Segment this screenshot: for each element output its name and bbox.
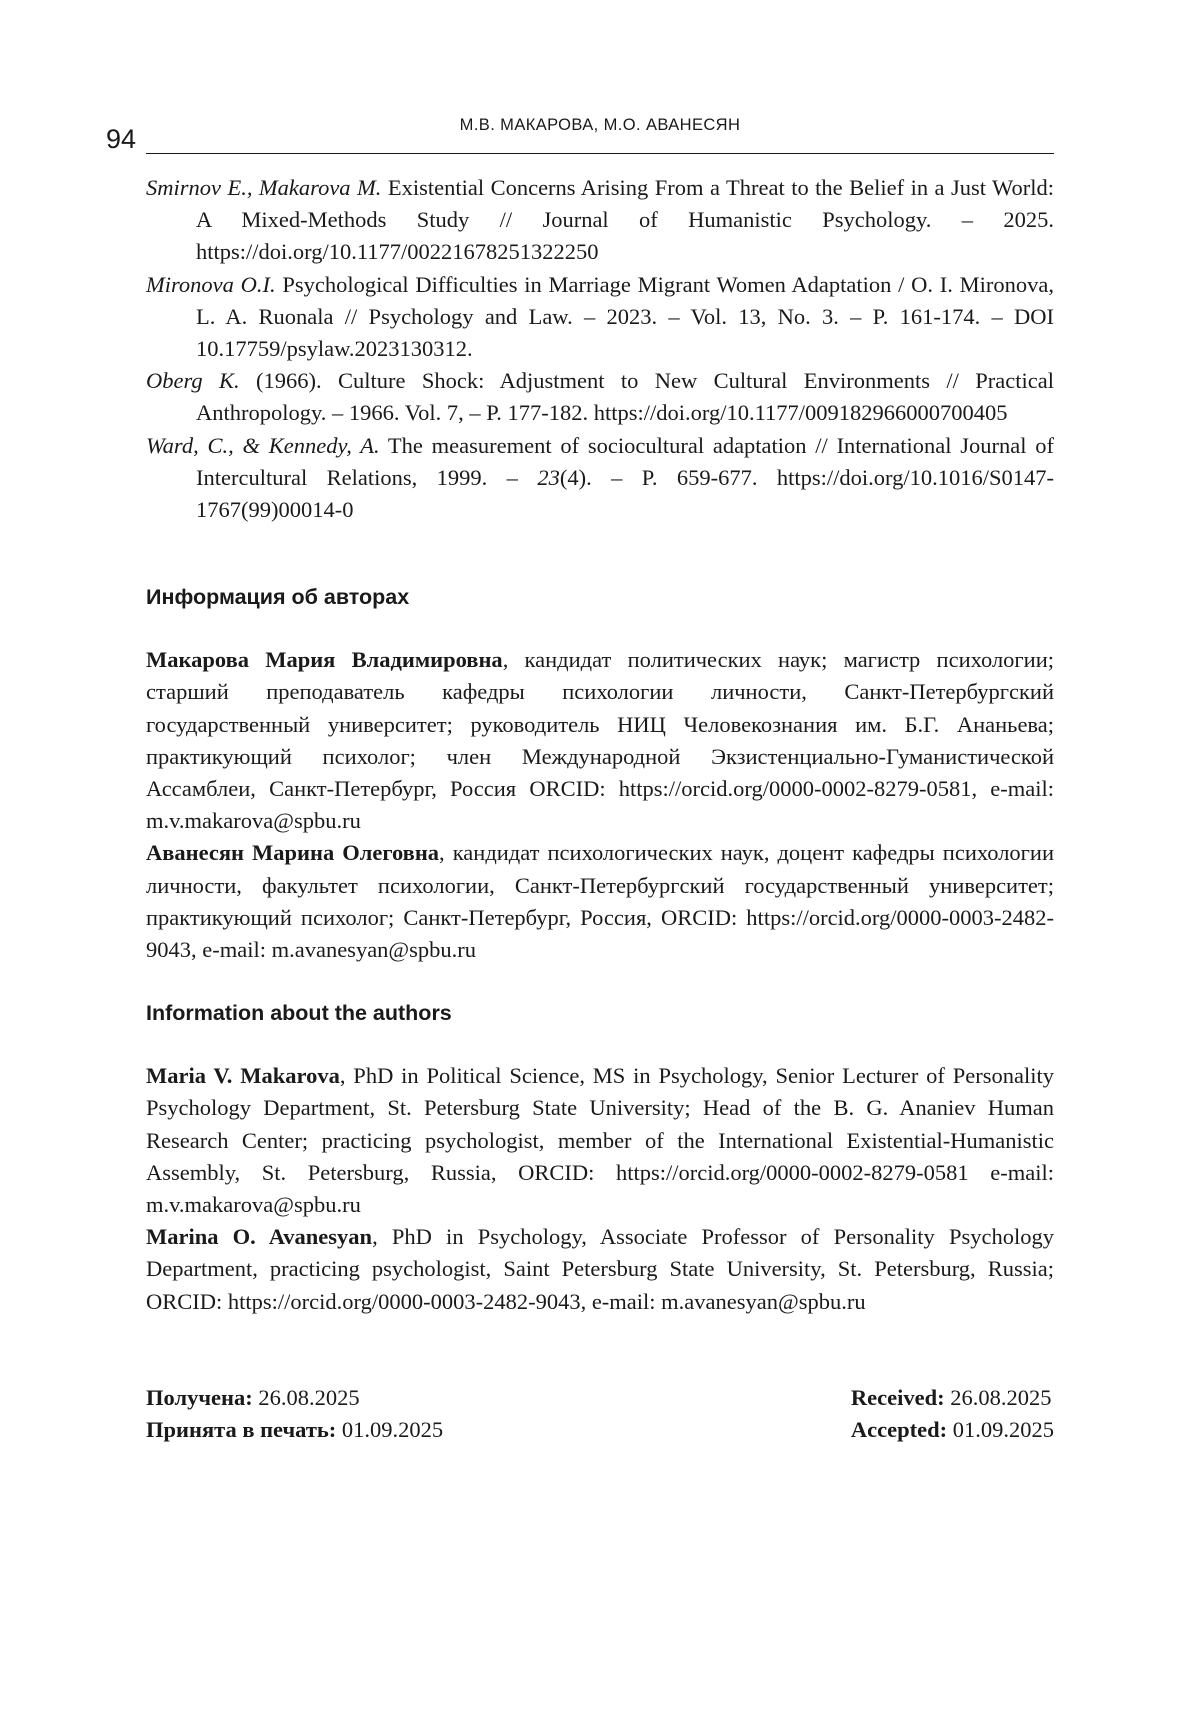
reference-text: (4). – P. 659-677. https://doi.org/10.1016/S0147-1767(99)00014-0 <box>196 464 1055 523</box>
author-entry-en <box>146 1221 1054 1318</box>
reference-authors: Oberg K. <box>146 368 240 394</box>
received-label: Received: <box>850 1384 945 1410</box>
author-entry-ru <box>146 837 1054 966</box>
author-description: , кандидат психологических наук, доцент кафедры психологии личности, факультет психологии, Санкт-Петербургский государственный университет; практикующий психолог; Санкт-Петербург, Россия, ORCID: https://orcid.org/0000-0003-2482-9043, e-mail: m.avanesyan@spbu.ru <box>146 840 1054 963</box>
authors-info-heading-ru: Информация об авторах <box>146 585 410 610</box>
author-entry-ru <box>146 644 1054 837</box>
author-description: , кандидат политических наук; магистр психологии; старший преподаватель кафедры психологии личности, Санкт-Петербургский государственный университет; руководитель НИЦ Человекознания им. Б.Г. Ананьева; практикующий психолог; член Международной Экзистенциально-Гуманистической Ассамблеи, Санкт-Петербург, Россия ORCID: https://orcid.org/0000-0002-8279-0581, e-mail: m.v.makarova@spbu.ru <box>146 647 1054 834</box>
dates-en <box>851 1382 1054 1446</box>
accepted-value: 01.09.2025 <box>947 1417 1054 1443</box>
author-name: Макарова Мария Владимировна <box>146 647 503 673</box>
received-date-en <box>851 1382 1054 1414</box>
page-content <box>146 172 1054 1446</box>
header-rule <box>146 153 1054 154</box>
received-value: 26.08.2025 <box>944 1384 1052 1410</box>
reference-text: Existential Concerns Arising From a Threat to the Belief in a Just World: A Mixed-Methods Study // Journal of Humanistic Psychology. – 2025. https://doi.org/10.1177/00221678251322250 <box>196 175 1054 265</box>
accepted-date-en <box>851 1414 1054 1446</box>
reference-authors: Smirnov E., Makarova M. <box>146 175 382 200</box>
reference-text: The measurement of sociocultural adaptation // International Journal of Intercultural Relations, 1999. – <box>196 432 1055 490</box>
reference-authors: Mironova O.I. <box>146 271 276 297</box>
accepted-value: 01.09.2025 <box>336 1417 444 1443</box>
author-entry-en <box>146 1060 1054 1221</box>
submission-dates <box>146 1382 1054 1446</box>
author-name: Maria V. Makarova <box>146 1063 340 1089</box>
accepted-label: Принята в печать: <box>146 1417 337 1443</box>
page-number: 94 <box>106 124 137 154</box>
reference-entry <box>146 269 1054 366</box>
reference-entry <box>146 172 1054 269</box>
author-description: , PhD in Psychology, Associate Professor of Personality Psychology Department, practicing psychologist, Saint Petersburg State University, St. Petersburg, Russia; ORCID: https://orcid.org/0000-0003-2482-9043, e-mail: m.avanesyan@spbu.ru <box>146 1224 1054 1314</box>
accepted-label: Accepted: <box>850 1417 948 1443</box>
accepted-date-ru <box>146 1414 443 1446</box>
reference-volume: 23 <box>537 464 560 490</box>
reference-list <box>146 172 1054 526</box>
reference-entry <box>146 365 1054 429</box>
author-name: Marina O. Avanesyan <box>146 1224 373 1250</box>
received-date-ru <box>146 1382 443 1414</box>
reference-entry <box>146 430 1054 527</box>
author-name: Аванесян Марина Олеговна <box>146 840 440 866</box>
authors-info-heading-en: Information about the authors <box>146 1001 452 1026</box>
reference-text: (1966). Culture Shock: Adjustment to New Cultural Environments // Practical Anthropology. – 1966. Vol. 7, – P. 177-182. https://doi.org/10.1177/009182966000700405 <box>196 368 1054 426</box>
reference-authors: Ward, C., & Kennedy, A. <box>146 432 380 458</box>
received-label: Получена: <box>146 1384 253 1410</box>
reference-text: Psychological Difficulties in Marriage Migrant Women Adaptation / O. I. Mironova, L. A. Ruonala // Psychology and Law. – 2023. – Vol. 13, No. 3. – P. 161-174. – DOI 10.17759/psylaw.2023130312. <box>196 271 1054 362</box>
running-head: М.В. МАКАРОВА, М.О. АВАНЕСЯН <box>459 116 741 134</box>
received-value: 26.08.2025 <box>252 1384 360 1410</box>
dates-ru <box>146 1382 443 1446</box>
author-description: , PhD in Political Science, MS in Psychology, Senior Lecturer of Personality Psychology Department, St. Petersburg State University; Head of the B. G. Ananiev Human Research Center; practicing psychologist, member of the International Existential-Humanistic Assembly, St. Petersburg, Russia, ORCID: https://orcid.org/0000-0002-8279-0581 e-mail: m.v.makarova@spbu.ru <box>146 1063 1055 1218</box>
